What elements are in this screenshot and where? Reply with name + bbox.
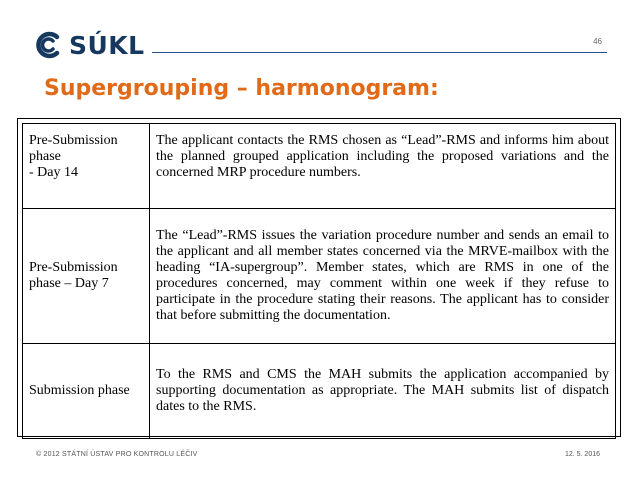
- phase-line: phase – Day 7: [29, 276, 109, 291]
- slide-title: Supergrouping – harmonogram:: [44, 76, 439, 101]
- phase-line: Pre-Submission: [29, 260, 118, 275]
- sukl-logo: [33, 30, 145, 60]
- page-number: 46: [593, 37, 602, 46]
- table-row: [23, 209, 616, 344]
- table-row: [23, 124, 616, 209]
- phase-line: phase: [29, 149, 61, 164]
- phase-line: - Day 14: [29, 165, 78, 180]
- phase-cell: [23, 209, 150, 344]
- phase-line: Pre-Submission: [29, 133, 118, 148]
- footer-copyright: © 2012 STÁTNÍ ÚSTAV PRO KONTROLU LÉČIV: [36, 451, 198, 458]
- harmonogram-table-frame: [17, 118, 621, 437]
- phase-cell: [23, 124, 150, 209]
- phase-cell: [23, 344, 150, 439]
- harmonogram-table: [22, 123, 616, 439]
- sukl-logo-icon: [33, 30, 63, 60]
- phase-line: Submission phase: [29, 383, 130, 398]
- footer-date: 12. 5. 2016: [564, 451, 600, 458]
- description-cell: The applicant contacts the RMS chosen as “Lead”-RMS and informs him about the planned grouped application including the proposed variations and the concerned MRP procedure numbers.: [150, 124, 616, 209]
- header-divider: [152, 52, 607, 53]
- description-cell: The “Lead”-RMS issues the variation procedure number and sends an email to the applicant and all member states concerned via the MRVE-mailbox with the heading “IA-supergroup”. Member states, which are RMS in one of the procedures concerned, may comment within one week if they refuse to participate in the procedure stating their reasons. The applicant has to consider that before submitting the documentation.: [150, 209, 616, 344]
- table-row: [23, 344, 616, 439]
- logo-text: SÚKL: [69, 30, 145, 60]
- description-cell: To the RMS and CMS the MAH submits the application accompanied by supporting documentation as appropriate. The MAH submits list of dispatch dates to the RMS.: [150, 344, 616, 439]
